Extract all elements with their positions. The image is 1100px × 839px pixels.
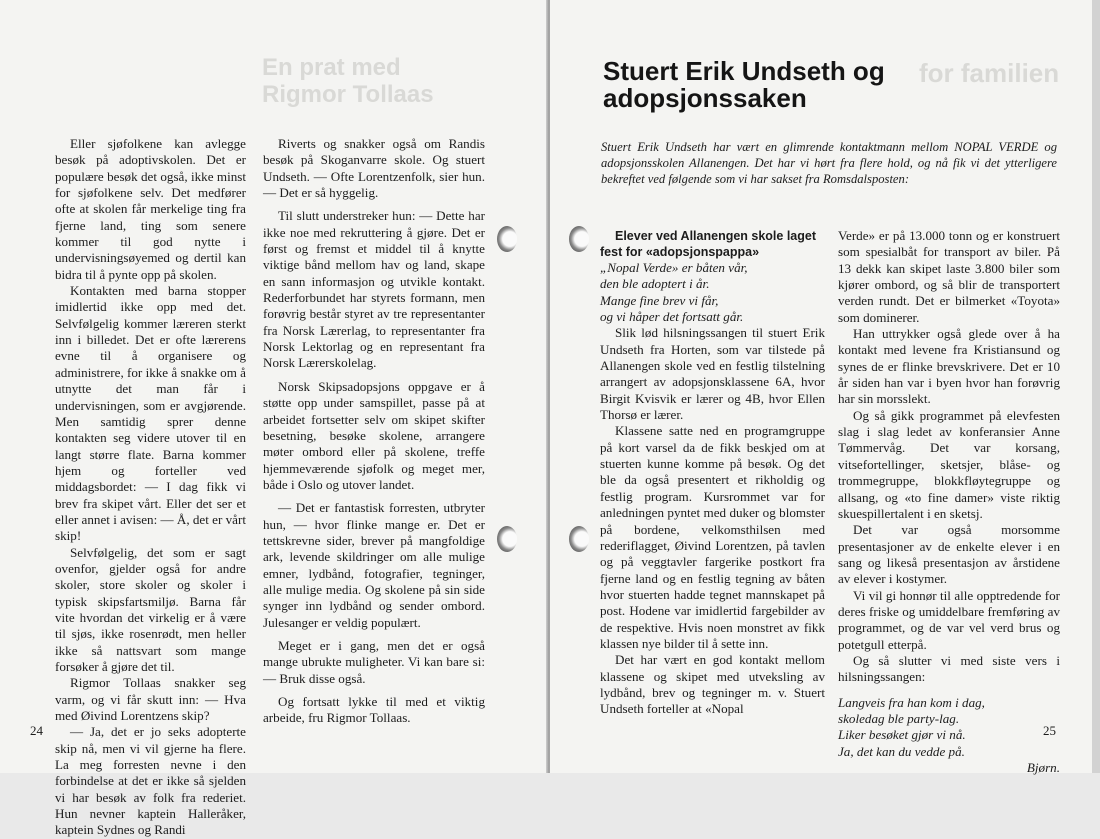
verse-line: „Nopal Verde» er båten vår, bbox=[600, 260, 748, 275]
paragraph: Klassene satte ned en programgruppe på kort varsel da de fikk beskjed om at stuerten kunne komme på besøk. Og det ble da også presentert et rikholdig og festlig program. Kursrommet var for anledningen pyntet med duker og blomster på bordene, velkomsthilsen med rederiflagget, Øivind Lorentzen, på tavlen og på veggtavler fargerike postkort fra fjerne land og en festlig tegning av båten hvor stuerten hadde tegnet mannskapet på post. Hodene var imidlertid fargebilder av de respektive. Hvis noen monstret av fikk klassen nye bilder til å sette inn. bbox=[600, 423, 825, 651]
punch-hole bbox=[569, 226, 589, 252]
punch-hole bbox=[569, 526, 589, 552]
paragraph: Og fortsatt lykke til med et viktig arbeide, fru Rigmor Tollaas. bbox=[263, 694, 485, 726]
paragraph: Vi vil gi honnør til alle opptredende for deres friske og umiddelbare fremføring av programmet, og de var vel verd brus og potetgull etterpå. bbox=[838, 587, 1060, 652]
paragraph: Verde» er på 13.000 tonn og er konstruert som spesialbåt for transport av biler. På 13 dekk kan skipet laste 3.800 biler som kjører ombord, og så blir de transportert verden rundt. Det er bilmerket «Toyota» som dominerer. bbox=[838, 228, 1060, 325]
ghost-title-left bbox=[262, 54, 434, 108]
verse-line: den ble adoptert i år. bbox=[600, 276, 710, 292]
paragraph: Meget er i gang, men det er også mange ubrukte muligheter. Vi kan bare si: — Bruk disse også. bbox=[263, 637, 485, 686]
paragraph: Rigmor Tollaas snakker seg varm, og vi får skutt inn: — Hva med Øivind Lorentzens skip? bbox=[55, 675, 246, 724]
article-intro: Stuert Erik Undseth har vært en glimrende kontaktmann mellom NOPAL VERDE og adopsjonsskolen Allanengen. Det har vi hørt fra flere hold, og nå fik vi det ytterligere bekreftet ved følgende som vi har sakset fra Romsdalsposten: bbox=[601, 140, 1057, 186]
left-column-1 bbox=[55, 136, 246, 839]
paragraph: — Det er fantastisk forresten, utbryter hun, — hvor flinke mange er. Det er tettskrevne sider, brever på mangfoldige ark, levende skildringer om alle mulige emner, lydbånd, fotografier, tegninger, alle mulige media. Og skolene på sin side synger inn lydbånd og sender ombord. Julesanger er veldig populært. bbox=[263, 500, 485, 630]
left-column-2 bbox=[263, 136, 485, 727]
verse-line: og vi håper det fortsatt går. bbox=[600, 309, 744, 325]
paragraph: Det har vært en god kontakt mellom klassene og skipet med utveksling av lydbånd, brev og tegninger m. v. Stuert Undseth forteller at «Nopal bbox=[600, 652, 825, 717]
verse-line: Liker besøket gjør vi nå. bbox=[838, 727, 966, 743]
right-column-2 bbox=[838, 228, 1060, 776]
verse-line: Mange fine brev vi får, bbox=[600, 292, 719, 308]
paragraph: Riverts og snakker også om Randis besøk på Skoganvarre skole. Og stuert Undseth. — Ofte Lorentzenfolk, sier hun. — Det er så hyggelig. bbox=[263, 136, 485, 201]
page-number-right: 25 bbox=[1043, 723, 1056, 738]
ghost-title-line-1: En prat med bbox=[262, 54, 401, 81]
right-column-1 bbox=[600, 228, 825, 718]
verse-line: Ja, det kan du vedde på. bbox=[838, 743, 965, 759]
paragraph: Slik lød hilsningssangen til stuert Erik Undseth fra Horten, som var tilstede på Allanengen skole ved en festlig tilstelning arrangert av adopsjonsklassene 6A, hvor Birgit Kvisvik er lærer og 4B, hvor Ellen Thorsø er lærer. bbox=[600, 325, 825, 423]
paragraph: Og så gikk programmet på elevfesten slag i slag ledet av konferansier Anne Tømmervåg. Det var korsang, vitsefortellinger, sketsjer, blåse- og trommegruppe, blokkfløytegruppe og allsang, og «to fine damer» viste riktig skuespillertalent i en sketsj. bbox=[838, 407, 1060, 521]
closing-verse bbox=[838, 695, 1060, 760]
paragraph: Han uttrykker også glede over å ha kontakt med levene fra Kristiansund og synes de er flinke brevskrivere. Det er 10 år siden han var i byen hvor han forøvrig har sin morsslekt. bbox=[838, 326, 1060, 407]
paragraph: Kontakten med barna stopper imidlertid ikke opp med det. Selvfølgelig kommer læreren sterkt inn i billedet. Det er ofte lærerens evne til å organisere og administrere, for ikke å snakke om å utnytte det man får i undervisningen, som er avgjørende. Men samtidig sprer denne kontakten seg videre utover til en langt større flate. Barna kommer hjem og forteller ved middagsbordet: — I dag fikk vi brev fra skipet vårt. Eller det ser et eller annet i avisen: — Å, det er vårt skip! bbox=[55, 283, 246, 544]
opening-verse bbox=[600, 260, 825, 325]
paragraph: Selvfølgelig, det som er sagt ovenfor, gjelder også for andre skoler, store skoler og skoler i typisk skipsfartsmiljø. Barna får vite hvordan det virkelig er å være til sjøs, ikke rosenrødt, men heller ikke så nattsvart som mange forsøker å gjøre det til. bbox=[55, 544, 246, 674]
page-edge bbox=[1092, 0, 1100, 773]
sub-heading: Elever ved Allanengen skole laget fest for «adopsjonspappa» bbox=[600, 229, 817, 259]
page-number-left: 24 bbox=[30, 723, 43, 738]
verse-line: skoledag ble party-lag. bbox=[838, 710, 960, 726]
paragraph: Det var også morsomme presentasjoner av de enkelte elever i en sang og likeså presentasjon av årstidene av elever i kostymer. bbox=[838, 522, 1060, 587]
paragraph: Og så slutter vi med siste vers i hilsningssangen: bbox=[838, 652, 1060, 685]
paragraph: — Ja, det er jo seks adopterte skip nå, men vi vil gjerne ha flere. La meg forresten nevne i den forbindelse at det er ikke så sjelden vi har besøk av folk fra rederiet. Hun nevner kaptein Halleråker, kaptein Sydnes og Randi bbox=[55, 724, 246, 838]
paragraph: Eller sjøfolkene kan avlegge besøk på adoptivskolen. Det er populære besøk det også, ikke minst for sjøfolkene selv. Det medfører ofte at skolen får merkelige ting fra fjerne land, ting som senere kommer til god nytte i undervisningsøyemed og dertil kan bidra til å pynte opp på skolen. bbox=[55, 136, 246, 282]
left-page bbox=[0, 0, 548, 838]
author-signature: Bjørn. bbox=[1026, 760, 1060, 775]
ghost-title-right: for familien bbox=[919, 58, 1060, 88]
paragraph: Norsk Skipsadopsjons oppgave er å støtte opp under samspillet, passe på at arbeidet fortsetter selv om skipet skifter besetning, besøke skolene, arrangere møter ombord eller på skolene, treffe hjemmeværende sjøfolk og meget mer, både i Oslo og utover landet. bbox=[263, 378, 485, 492]
article-title: Stuert Erik Undseth og adopsjonssaken bbox=[603, 56, 885, 113]
paragraph: Til slutt understreker hun: — Dette har ikke noe med rekruttering å gjøre. Det er først og fremst et middel til å knytte viktige bånd mellom hav og land, skape en sann informasjon og utvikle kontakt. Rederforbundet har styrets formann, men forøvrig består styret av tre representanter fra Norsk Lærerlag, to representanter fra Norsk Lektorlag og en representant fra Norsk Lærerskolelag. bbox=[263, 208, 485, 371]
ghost-title-line-2: Rigmor Tollaas bbox=[262, 81, 434, 108]
punch-hole bbox=[497, 526, 517, 552]
punch-hole bbox=[497, 226, 517, 252]
verse-line: Langveis fra han kom i dag, bbox=[838, 694, 985, 710]
